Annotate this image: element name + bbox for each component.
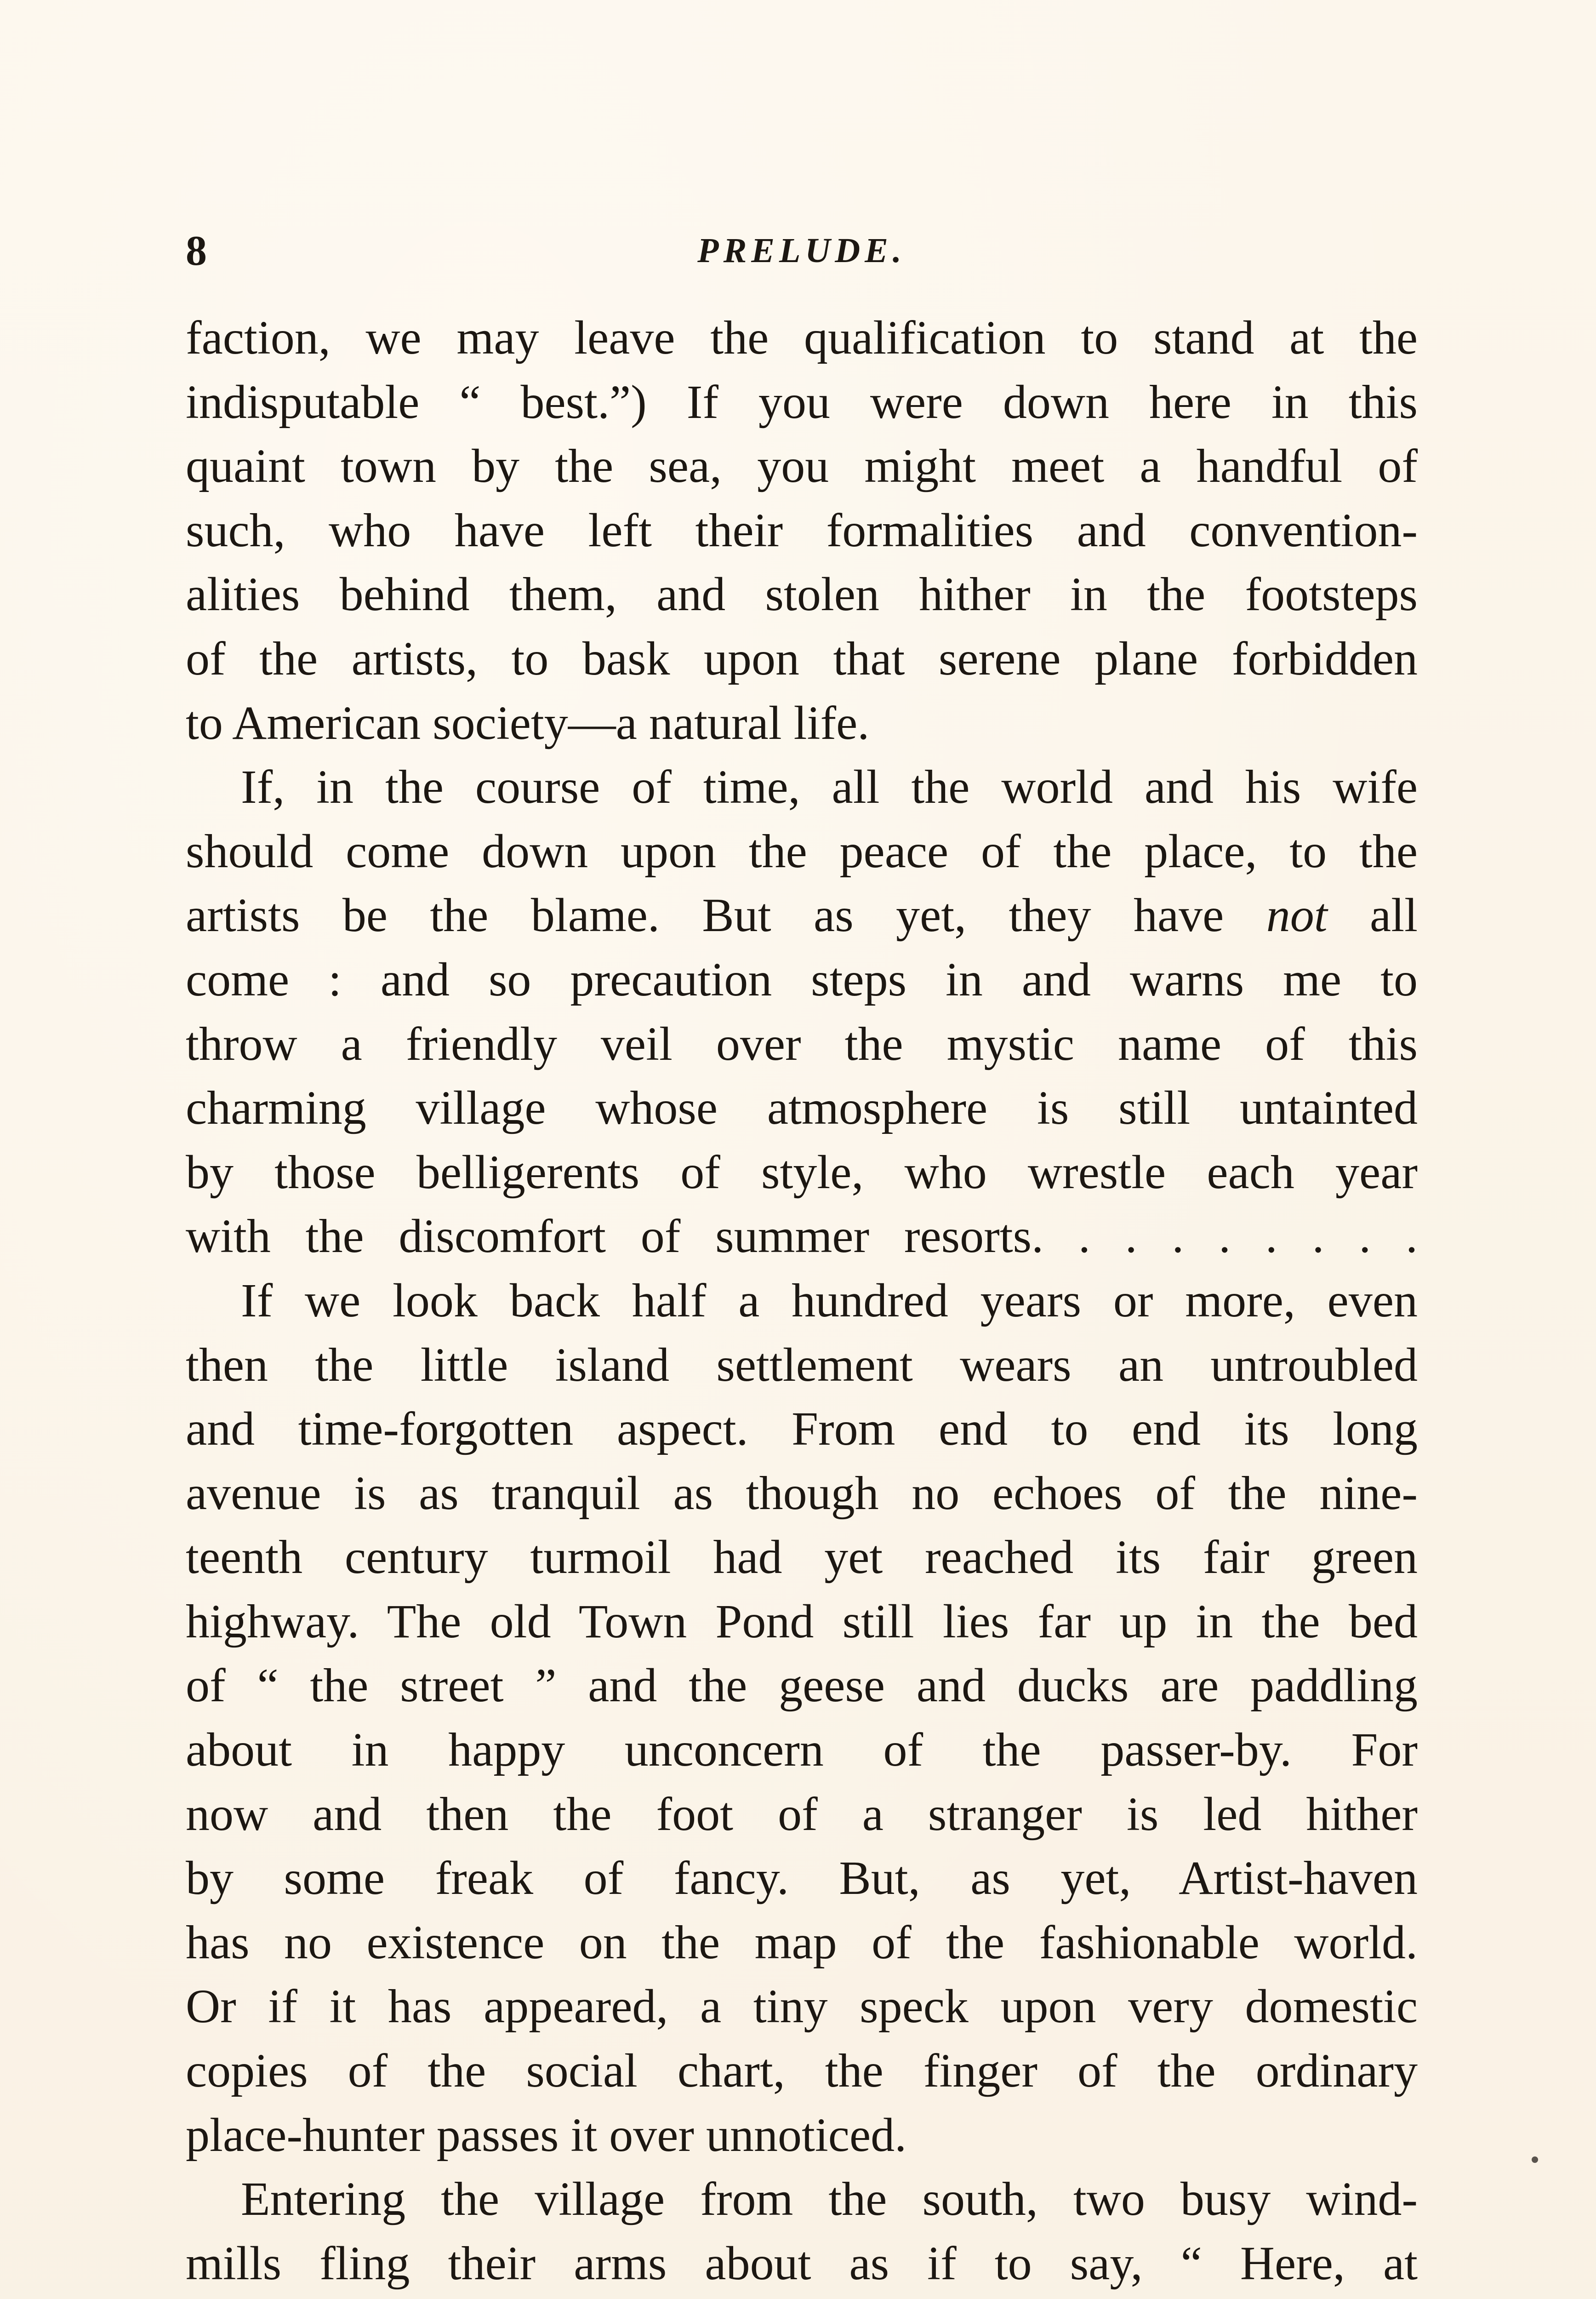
text-line: indisputable “ best.”) If you were down here in this <box>186 375 1418 429</box>
text-line: charming village whose atmosphere is still untainted <box>186 1081 1418 1135</box>
text-line: teenth century turmoil had yet reached its fair green <box>186 1531 1418 1584</box>
text-line: such, who have left their formalities and convention- <box>186 503 1418 557</box>
text-line: highway. The old Town Pond still lies far up in the bed <box>186 1595 1418 1648</box>
text-line: of “ the street ” and the geese and ducks are paddling <box>186 1659 1418 1712</box>
running-head <box>186 221 1418 280</box>
text-line: with the discomfort of summer resorts. . . . . . . . . <box>186 1210 1418 1263</box>
text-line: throw a friendly veil over the mystic name of this <box>186 1017 1418 1070</box>
text-line: mills fling their arms about as if to say, “ Here, at <box>186 2236 1418 2290</box>
text-line: Entering the village from the south, two busy wind- <box>241 2173 1418 2226</box>
ink-speck <box>1532 2156 1538 2163</box>
text-line: If we look back half a hundred years or more, even <box>241 1274 1418 1327</box>
text-line: If, in the course of time, all the world and his wife <box>241 761 1418 814</box>
text-line: then the little island settlement wears an untroubled <box>186 1338 1418 1391</box>
text-line: by those belligerents of style, who wrestle each year <box>186 1145 1418 1199</box>
text-line: copies of the social chart, the finger of the ordinary <box>186 2044 1418 2098</box>
text-line: come : and so precaution steps in and warns me to <box>186 953 1418 1006</box>
text-line: by some freak of fancy. But, as yet, Artist-haven <box>186 1852 1418 1905</box>
text-line: and time-forgotten aspect. From end to end its long <box>186 1402 1418 1456</box>
text-line: now and then the foot of a stranger is led hither <box>186 1787 1418 1841</box>
text-line: avenue is as tranquil as though no echoes of the nine- <box>186 1466 1418 1520</box>
body-text <box>186 306 1418 2299</box>
text-line: about in happy unconcern of the passer-by. For <box>186 1723 1418 1777</box>
text-line: artists be the blame. But as yet, they have not all <box>186 889 1418 942</box>
text-line: Or if it has appeared, a tiny speck upon very domestic <box>186 1980 1418 2033</box>
text-line: alities behind them, and stolen hither in the footsteps <box>186 568 1418 621</box>
running-title: PRELUDE. <box>697 231 906 270</box>
text-line <box>186 2295 1418 2299</box>
text-line: should come down upon the peace of the place, to the <box>186 824 1418 878</box>
text-line: has no existence on the map of the fashionable world. <box>186 1916 1418 1969</box>
text-line: of the artists, to bask upon that serene plane forbidden <box>186 632 1418 685</box>
text-line: quaint town by the sea, you might meet a handful of <box>186 440 1418 493</box>
page-number: 8 <box>186 227 207 274</box>
text-line: to American society—a natural life. <box>186 696 870 749</box>
text-line: place-hunter passes it over unnoticed. <box>186 2108 907 2162</box>
text-line: faction, we may leave the qualification to stand at the <box>186 311 1418 364</box>
